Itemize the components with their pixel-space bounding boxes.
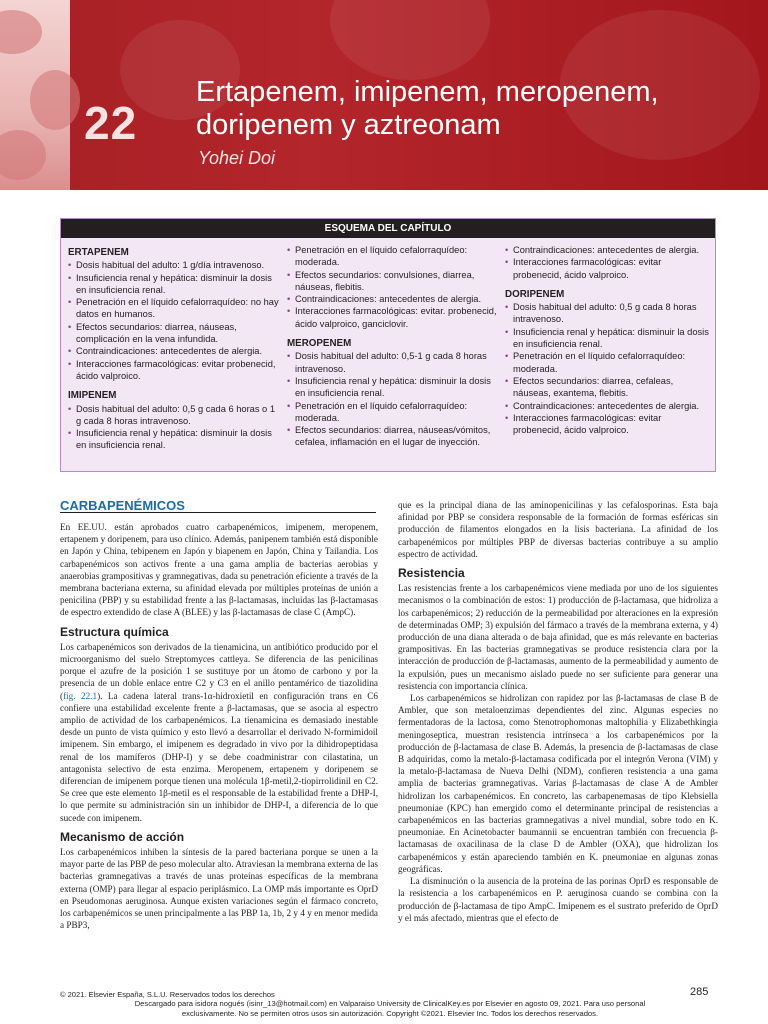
subsection-heading: Mecanismo de acción <box>60 829 185 844</box>
banner-decoration <box>0 0 70 190</box>
download-notice: Descargado para isidora nogués (isinr_13@hotmail.com) en Valparaiso University de ClinicalKey.es por Elsevier en agosto 09, 2021. Para uso personal exclusivamente. No se permiten otros usos sin autorización. Copyright ©2021. Elsevier Inc. Todos los derechos reservados. <box>134 999 646 1018</box>
list-item: • Insuficiencia renal y hepática: disminuir la dosis en insuficiencia renal. <box>68 427 280 452</box>
chapter-number: 22 <box>84 97 138 149</box>
list-item: • Contraindicaciones: antecedentes de alergia. <box>68 345 280 357</box>
list-item: • Dosis habitual del adulto: 0,5 g cada 8 horas intravenoso. <box>505 301 711 326</box>
imipenem-heading: IMIPENEM <box>68 390 117 402</box>
list-item: • Dosis habitual del adulto: 1 g/día intravenoso. <box>68 259 280 271</box>
section-title: CARBAPENÉMICOS <box>60 498 185 513</box>
list-item: • Contraindicaciones: antecedentes de alergia. <box>287 293 499 305</box>
list-item: • Efectos secundarios: convulsiones, diarrea, náuseas, flebitis. <box>287 269 499 294</box>
resistance-paragraph: Los carbapenémicos se hidrolizan con rapidez por las β-lactamasas de clase B de Ambler, que son metaloenzimas dependientes del zinc. Algunas especies no fermentadoras de la lactosa, como Stenotrophomonas maltophilia y Elizabethkingia meningoseptica, muestran resistencia intrínseca a los carbapenémicos por la producción de β-lactamasa de clase B. Además, la presencia de β-lactamasas de clase B adquiridas, como la metalo-β-lactamasa codificada por el integrón Verona (VIM) y la metalo-β-lactamasa de Nueva Delhi (NDM), confieren resistencia a una gama amplia de bacterias gramnegativas. Varias β-lactamasas de clase A de Ambler hidrolizan los carbapenémicos. En concreto, las carbapenemasas de tipo Klebsiella pneumoniae (KPC) han emergido como el determinante principal de resistencias a carbapenémicos en las bacterias gramnegativas a nivel mundial, sobre todo en K. pneumoniae. En Acinetobacter baumannii se encuentran también con frecuencia β-lactamasas de oxacilinasa de la clase D de Ambler (OXA), que hidrolizan los carbapenémicos y están apareciendo también en K. pneumoniae en algunas zonas geográficas. <box>398 693 718 874</box>
resistance-paragraph: Las resistencias frente a los carbapenémicos viene mediada por uno de los siguientes mecanismos o la combinación de estos: 1) producción de β-lactamasa, que hidroliza a los carbapenémicos; 2) reducción de la permeabilidad por alteraciones en la expresión de determinadas OMP; 3) expulsión del fármaco a través de la membrana externa, y 4) producción de una diana alterada o de baja afinidad, que es más relevante en bacterias grampositivas. En las bacterias gramnegativas se produce resistencia clara por la interacción de producción de β-lactamasas, aumento de la permeabilidad y aumento de la expulsión, pues un mecanismo aislado puede no ser suficiente para generar una resistencia con importancia clínica. <box>398 583 718 691</box>
right-text-column <box>398 499 718 924</box>
page-number: 285 <box>690 986 709 998</box>
chapter-author: Yohei Doi <box>198 148 276 168</box>
list-item: • Efectos secundarios: diarrea, cefaleas, náuseas, exantema, flebitis. <box>505 375 711 400</box>
subsection-heading: Resistencia <box>398 566 465 581</box>
list-item: • Contraindicaciones: antecedentes de alergia. <box>505 400 711 412</box>
list-item: • Insuficiencia renal y hepática: disminuir la dosis en insuficiencia renal. <box>505 326 711 351</box>
doripenem-heading: DORIPENEM <box>505 288 565 300</box>
list-item: • Interacciones farmacológicas: evitar probenecid, ácido valproico. <box>505 412 711 437</box>
left-text-column <box>60 521 378 932</box>
list-item: • Penetración en el líquido cefalorraquídeo: moderada. <box>287 400 499 425</box>
list-item: • Interacciones farmacológicas: evitar probenecid, ácido valproico. <box>68 358 280 383</box>
list-item: • Efectos secundarios: diarrea, náuseas, complicación en la vena infundida. <box>68 321 280 346</box>
outline-column-2 <box>287 244 499 449</box>
copyright-line: © 2021. Elsevier España, S.L.U. Reservados todos los derechos <box>60 990 275 999</box>
list-item: • Insuficiencia renal y hepática: disminuir la dosis en insuficiencia renal. <box>68 272 280 297</box>
meropenem-heading: MEROPENEM <box>287 338 352 350</box>
outline-column-1 <box>68 244 280 452</box>
mechanism-paragraph: Los carbapenémicos inhiben la síntesis de la pared bacteriana porque se unen a la mayor parte de las PBP de peso molecular alto. Atraviesan la membrana externa de las bacterias gramnegativas a través de unas proteínas específicas de la membrana externa (OMP) para llegar al espacio periplásmico. La OMP más importante es OprD en Pseudomonas aeruginosa. Aunque existen variaciones según el fármaco concreto, los carbapenémicos se unen principalmente a las PBP 1a, 1b, 2 y 4 y en menor medida a PBP3, <box>60 847 378 931</box>
chapter-title: Ertapenem, imipenem, meropenem, doripenem y aztreonam <box>196 76 659 141</box>
list-item: • Efectos secundarios: diarrea, náuseas/vómitos, cefalea, inflamación en el lugar de inyección. <box>287 424 499 449</box>
list-item: • Contraindicaciones: antecedentes de alergia. <box>505 244 711 256</box>
continued-paragraph: que es la principal diana de las aminopenicilinas y las cefalosporinas. Esta baja afinidad por PBP se considera responsable de la formación de formas esféricas sin producción de filamentos elongados en la lisis bacteriana. La afinidad de los carbapenémicos por múltiples PBP de diversas bacterias contribuye a su amplio espectro de actividad. <box>398 500 718 559</box>
intro-paragraph: En EE.UU. están aprobados cuatro carbapenémicos, imipenem, meropenem, ertapenem y doripenem, para uso clínico. Además, panipenem también está disponible en Japón y China, tebipenem en Japón y biapenem en Japón, China y Tailandia. Los carbapenémicos son activos frente a una gama amplia de bacterias aerobias y anaerobias grampositivas y gramnegativas, dada su penetración eficiente a través de la membrana bacteriana externa, su afinidad elevada por múltiples proteínas de unión a penicilina (PBP) y su estabilidad frente a las β-lactamasas, incluidas las β-lactamasas de espectro extendido de clase A (BLEE) y las β-lactamasas de clase C (AmpC). <box>60 522 378 618</box>
list-item: • Interacciones farmacológicas: evitar probenecid, ácido valproico. <box>505 256 711 281</box>
list-item: • Penetración en el líquido cefalorraquídeo: no hay datos en humanos. <box>68 296 280 321</box>
subsection-heading: Estructura química <box>60 624 169 639</box>
chemistry-paragraph: Los carbapenémicos son derivados de la tienamicina, un antibiótico producido por el microorganismo del suelo Streptomyces cattleya. Se diferencia de las penicilinas porque el azufre de la posición 1 se sustituye por un átomo de carbono y por la presencia de un doble enlace entre C2 y C3 en el anillo pentamérico de tiazolidina (fig. 22.1). La cadena lateral trans-1α-hidroxietil en configuración trans en C6 confiere una estabilidad excelente frente a β-lactamasas, que se asocia al espectro amplio de actividad de los carbapenémicos. La tienamicina es demasiado inestable desde un punto de vista químico y esto llevó a desarrollar el derivado N-formimidoil imipenem. Sin embargo, el imipenem es degradado in vivo por la dihidropeptidasa renal de los mamíferos (DHP-I) y se debe coadministrar con cilastatina, un antagonista selectivo de esta enzima. Meropenem, ertapenem y doripenem se diferencian de imipenem porque tienen una molécula 1β-metil,2-tiopirrolidinil en C2. Se cree que este elemento 1β-metil es el responsable de la estabilidad frente a DHP-I, lo que permite su administración sin un inhibidor de DHP-I, a diferencia de lo que sucede con imipenem. <box>60 641 378 823</box>
list-item: • Interacciones farmacológicas: evitar. probenecid, ácido valproico, ganciclovir. <box>287 305 499 330</box>
list-item: • Dosis habitual del adulto: 0,5-1 g cada 8 horas intravenoso. <box>287 350 499 375</box>
chapter-banner <box>0 0 768 190</box>
section-rule <box>60 512 376 513</box>
list-item: • Penetración en el líquido cefalorraquídeo: moderada. <box>505 350 711 375</box>
list-item: • Insuficiencia renal y hepática: disminuir la dosis en insuficiencia renal. <box>287 375 499 400</box>
outline-column-3 <box>505 244 711 436</box>
list-item: • Penetración en el líquido cefalorraquídeo: moderada. <box>287 244 499 269</box>
ertapenem-heading: ERTAPENEM <box>68 247 129 258</box>
figure-link[interactable]: fig. 22.1 <box>63 690 98 701</box>
list-item: • Dosis habitual del adulto: 0,5 g cada 6 horas o 1 g cada 8 horas intravenoso. <box>68 403 280 428</box>
outline-heading: ESQUEMA DEL CAPÍTULO <box>61 219 715 238</box>
resistance-paragraph: La disminución o la ausencia de la proteína de las porinas OprD es responsable de la resistencia a los carbapenémicos en P. aeruginosa cuando se combina con la producción de β-lactamasa de tipo AmpC. Imipenem es el sustrato preferido de OprD y el más afectado, mientras que el efecto de <box>398 876 718 923</box>
chapter-outline-box <box>60 218 716 472</box>
